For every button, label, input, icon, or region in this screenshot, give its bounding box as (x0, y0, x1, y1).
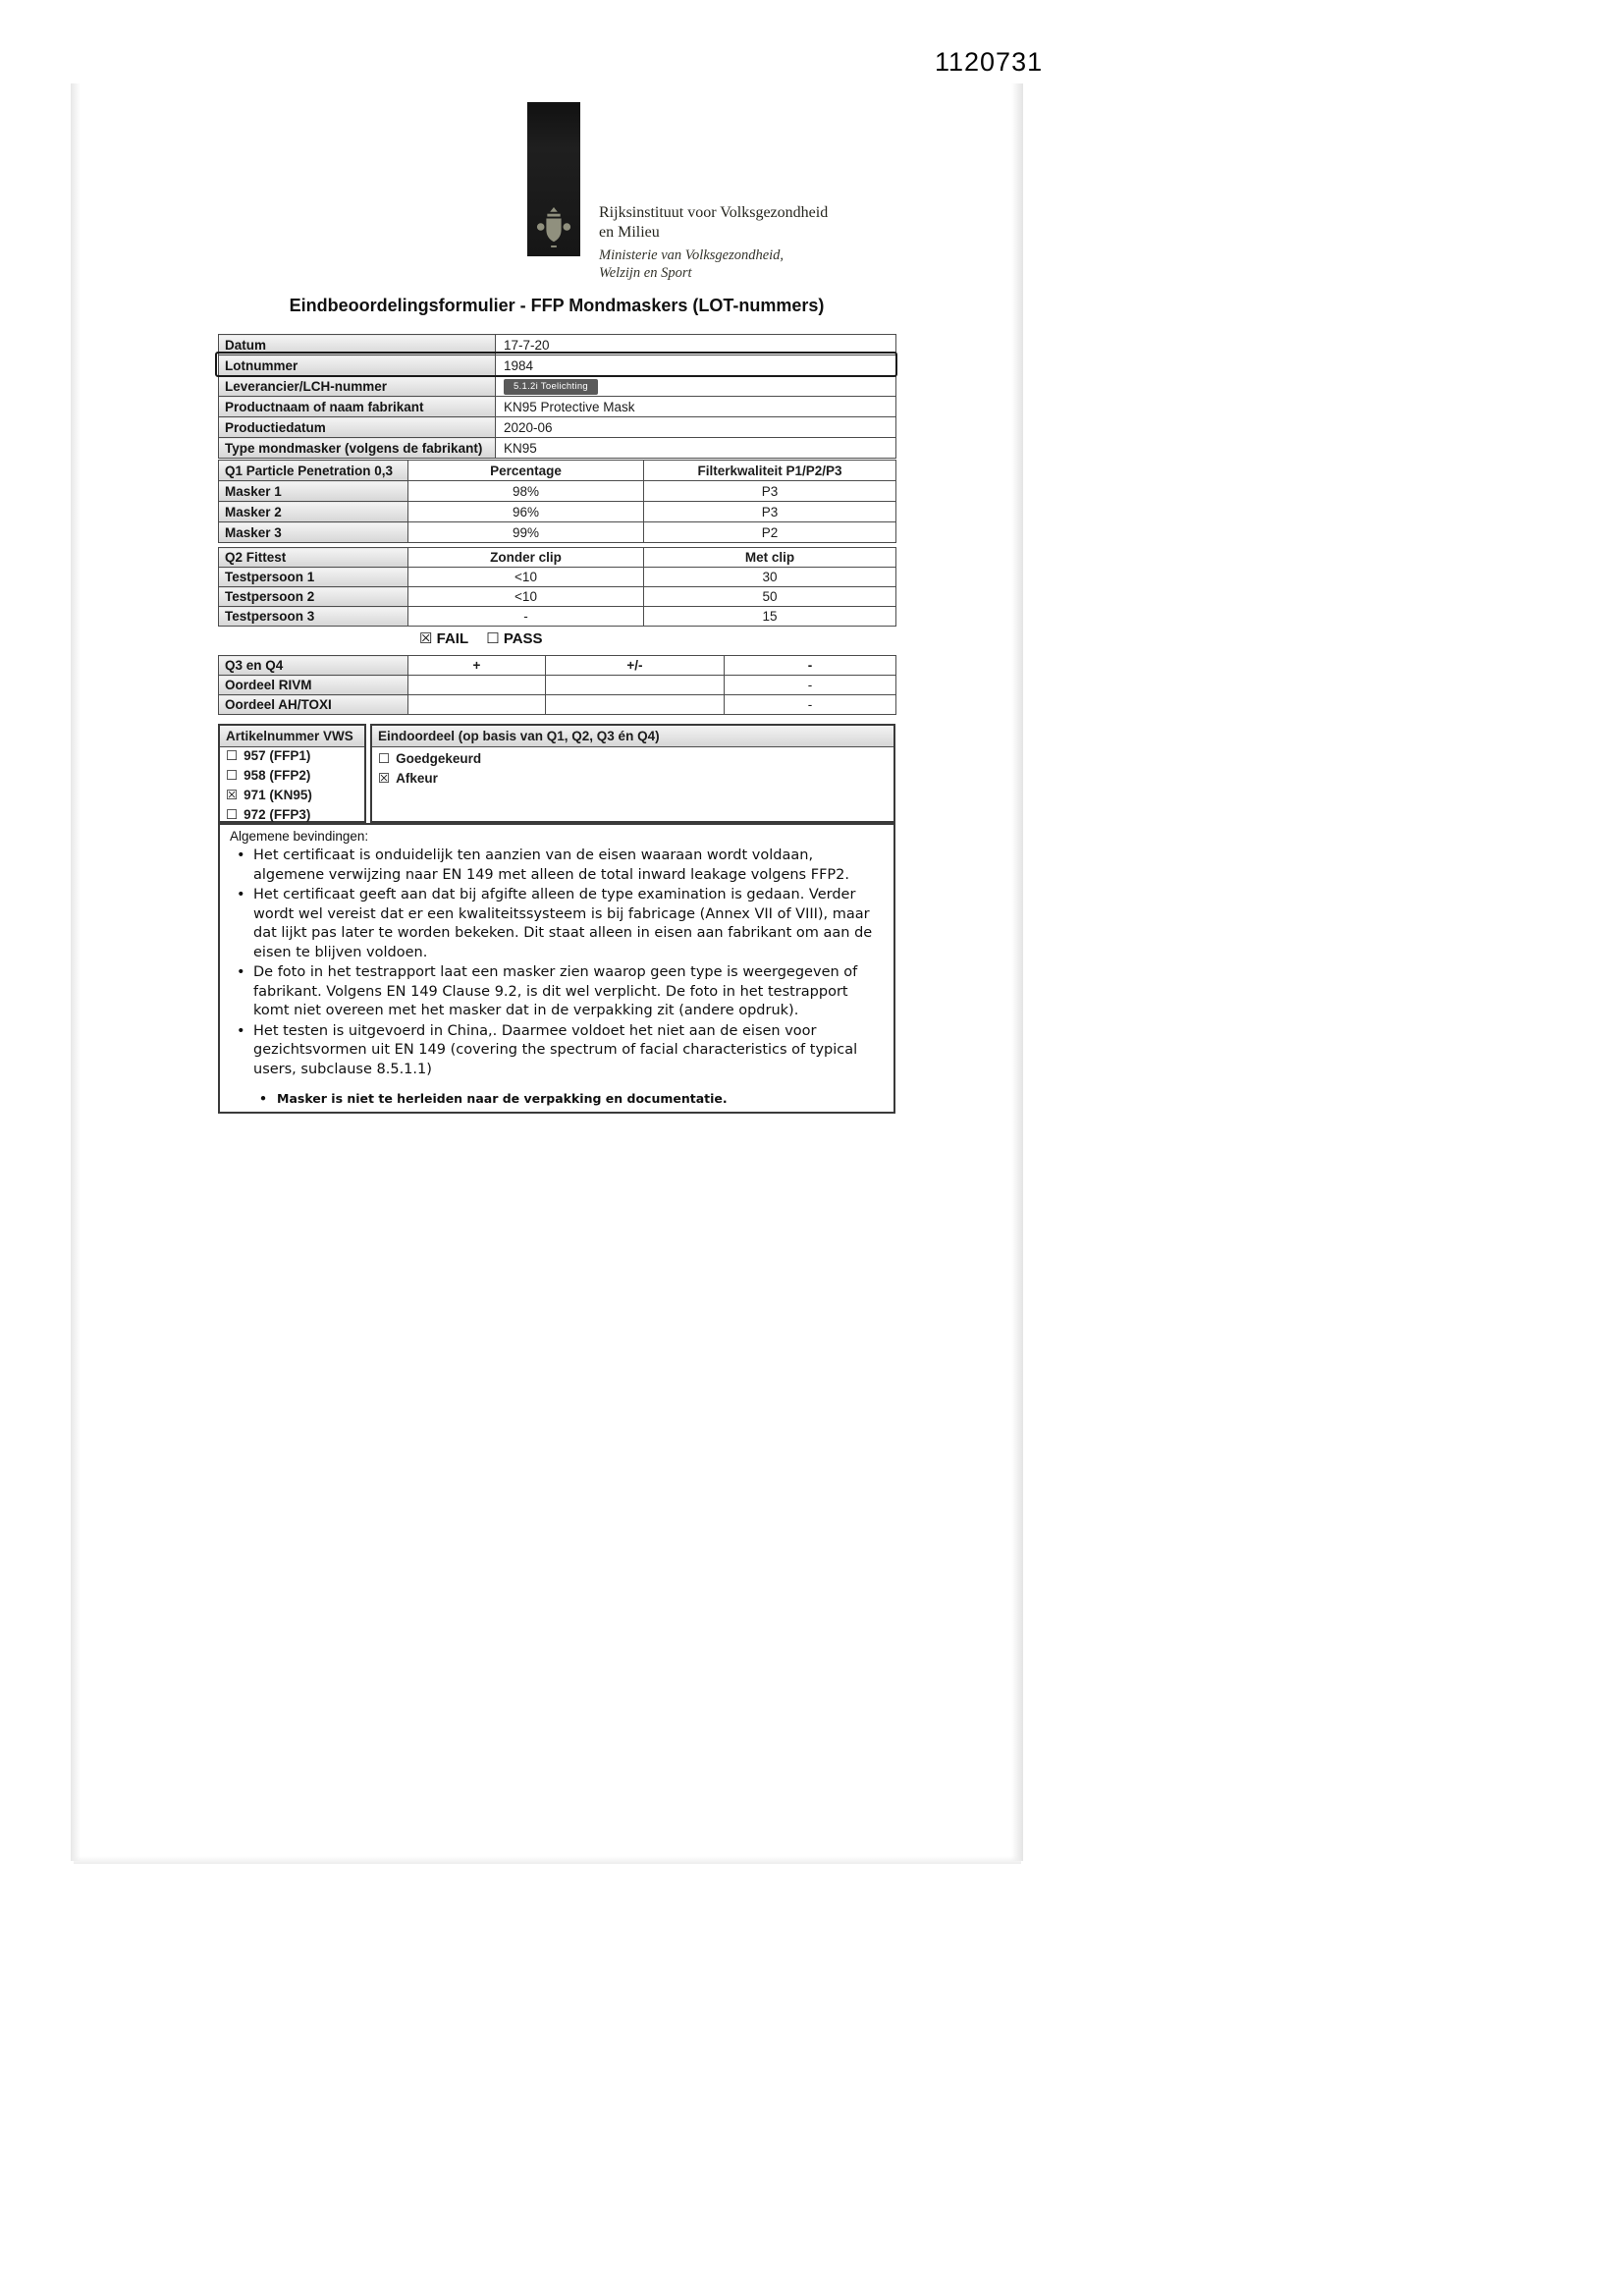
artikel-option-label: 957 (FFP1) (244, 748, 311, 763)
org-text-block (599, 203, 828, 282)
artikelnummer-header: Artikelnummer VWS (220, 726, 364, 747)
table-row (219, 355, 896, 376)
table-header-row (219, 548, 896, 568)
redaction-badge: 5.1.2i Toelichting (504, 379, 598, 396)
zonder-clip-value: <10 (408, 568, 644, 587)
table-row (219, 587, 896, 607)
artikel-option-label: 971 (KN95) (244, 788, 312, 802)
column-header: Q1 Particle Penetration 0,3 (219, 461, 408, 481)
plus-cell (408, 695, 546, 715)
eindoordeel-option (372, 750, 893, 770)
minus-cell: - (725, 695, 896, 715)
table-row (219, 438, 896, 459)
field-value: KN95 Protective Mask (496, 397, 896, 417)
field-value: 2020-06 (496, 417, 896, 438)
field-label: Datum (219, 335, 496, 355)
algemene-bevindingen-section (218, 823, 895, 1114)
artikel-option (220, 767, 364, 787)
table-row (219, 481, 896, 502)
field-label: Lotnummer (219, 355, 496, 376)
eindoordeel-box (370, 724, 895, 823)
row-label: Testpersoon 2 (219, 587, 408, 607)
column-header: Q3 en Q4 (219, 656, 408, 676)
field-value: 1984 (496, 355, 896, 376)
q3-q4-oordeel-table (218, 655, 896, 715)
zonder-clip-value: - (408, 607, 644, 627)
met-clip-value: 15 (644, 607, 896, 627)
eindoordeel-option (372, 770, 893, 790)
filter-quality-value: P2 (644, 522, 896, 543)
percentage-value: 99% (408, 522, 644, 543)
row-label: Testpersoon 1 (219, 568, 408, 587)
scan-edge-right (1011, 83, 1023, 1861)
field-label: Type mondmasker (volgens de fabrikant) (219, 438, 496, 459)
met-clip-value: 30 (644, 568, 896, 587)
finding-bullet: • Het testen is uitgevoerd in China,. Daarmee voldoet het niet aan de eisen voor gezichtsvormen uit EN 149 (covering the spectrum of facial characteristics of typical users, subclause 8.5.1.1) (230, 1022, 884, 1080)
eindoordeel-option-label: Afkeur (396, 771, 438, 786)
column-header: Q2 Fittest (219, 548, 408, 568)
scan-edge-left (71, 83, 81, 1861)
table-row (219, 417, 896, 438)
row-label: Oordeel AH/TOXI (219, 695, 408, 715)
plusminus-cell (546, 695, 725, 715)
row-label: Masker 1 (219, 481, 408, 502)
q2-fittest-table (218, 547, 896, 627)
table-header-row (219, 461, 896, 481)
fittest-result (419, 629, 543, 647)
met-clip-value: 50 (644, 587, 896, 607)
finding-bullet: • Het certificaat geeft aan dat bij afgifte alleen de type examination is gedaan. Verder wordt wel vereist dat er een kwaliteitssysteem is bij fabricage (Annex VII of VIII), maar dat lijkt pas later te worden bekeken. Dit staat alleen in eisen aan fabrikant om aan de eisen te blijven voldoen. (230, 886, 884, 962)
ministry-line2: Welzijn en Sport (599, 265, 692, 281)
eindoordeel-header: Eindoordeel (op basis van Q1, Q2, Q3 én Q4) (372, 726, 893, 747)
field-value (496, 376, 896, 397)
table-row (219, 568, 896, 587)
info-table (218, 334, 896, 459)
field-label: Productnaam of naam fabrikant (219, 397, 496, 417)
checkbox-checked-icon: ☒ (378, 771, 391, 786)
filter-quality-value: P3 (644, 481, 896, 502)
field-value: KN95 (496, 438, 896, 459)
column-header: Zonder clip (408, 548, 644, 568)
checkbox-checked-icon: ☒ (226, 788, 239, 802)
column-header: + (408, 656, 546, 676)
zonder-clip-value: <10 (408, 587, 644, 607)
percentage-value: 96% (408, 502, 644, 522)
field-label: Productiedatum (219, 417, 496, 438)
scan-edge-bottom (74, 1856, 1021, 1864)
filter-quality-value: P3 (644, 502, 896, 522)
checkbox-checked-icon: ☒ (419, 630, 433, 647)
artikel-option-label: 958 (FFP2) (244, 768, 311, 783)
finding-bullet: • De foto in het testrapport laat een masker zien waarop geen type is weergegeven of fabrikant. Volgens EN 149 Clause 9.2, is dit wel verplicht. De foto in het testrapport komt niet overeen met het masker dat in de verpakking zit (andere opdruk). (230, 963, 884, 1021)
table-row (219, 522, 896, 543)
minus-cell: - (725, 676, 896, 695)
rijksoverheid-crest-icon (535, 204, 572, 249)
row-label: Testpersoon 3 (219, 607, 408, 627)
column-header: Filterkwaliteit P1/P2/P3 (644, 461, 896, 481)
finding-bullet: • Het certificaat is onduidelijk ten aanzien van de eisen waaraan wordt voldaan, algemene verwijzing naar EN 149 met alleen de total inward leakage volgens FFP2. (230, 847, 884, 885)
artikel-option (220, 747, 364, 767)
checkbox-unchecked-icon: ☐ (226, 768, 239, 783)
q1-particle-penetration-table (218, 460, 896, 543)
pass-label: PASS (503, 630, 543, 647)
artikel-option (220, 787, 364, 806)
field-label: Leverancier/LCH-nummer (219, 376, 496, 397)
field-value: 17-7-20 (496, 335, 896, 355)
table-row (219, 695, 896, 715)
column-header: Met clip (644, 548, 896, 568)
artikelnummer-vws-box (218, 724, 366, 823)
form-title: Eindbeoordelingsformulier - FFP Mondmaskers (LOT-nummers) (289, 296, 825, 315)
table-row (219, 607, 896, 627)
row-label: Masker 3 (219, 522, 408, 543)
checkbox-unchecked-icon: ☐ (226, 748, 239, 763)
bevindingen-heading: Algemene bevindingen: (230, 829, 369, 844)
checkbox-unchecked-icon: ☐ (486, 630, 500, 647)
page-number: 1120731 (935, 47, 1044, 77)
plus-cell (408, 676, 546, 695)
artikel-option-label: 972 (FFP3) (244, 807, 311, 822)
checkbox-unchecked-icon: ☐ (226, 807, 239, 822)
table-row (219, 397, 896, 417)
rivm-logo-bar (527, 102, 580, 256)
org-name-line2: en Milieu (599, 224, 660, 241)
percentage-value: 98% (408, 481, 644, 502)
footnote-bullet: • Masker is niet te herleiden naar de verpakking en documentatie. (259, 1091, 868, 1106)
fail-label: FAIL (436, 630, 468, 647)
plusminus-cell (546, 676, 725, 695)
column-header: Percentage (408, 461, 644, 481)
eindoordeel-option-label: Goedgekeurd (396, 751, 482, 766)
row-label: Masker 2 (219, 502, 408, 522)
row-label: Oordeel RIVM (219, 676, 408, 695)
column-header: - (725, 656, 896, 676)
ministry-line1: Ministerie van Volksgezondheid, (599, 247, 785, 263)
org-name-line1: Rijksinstituut voor Volksgezondheid (599, 204, 829, 221)
table-row (219, 502, 896, 522)
table-row (219, 676, 896, 695)
table-header-row (219, 656, 896, 676)
column-header: +/- (546, 656, 725, 676)
findings-list (230, 847, 884, 1079)
table-row (219, 335, 896, 355)
table-row (219, 376, 896, 397)
checkbox-unchecked-icon: ☐ (378, 751, 391, 766)
